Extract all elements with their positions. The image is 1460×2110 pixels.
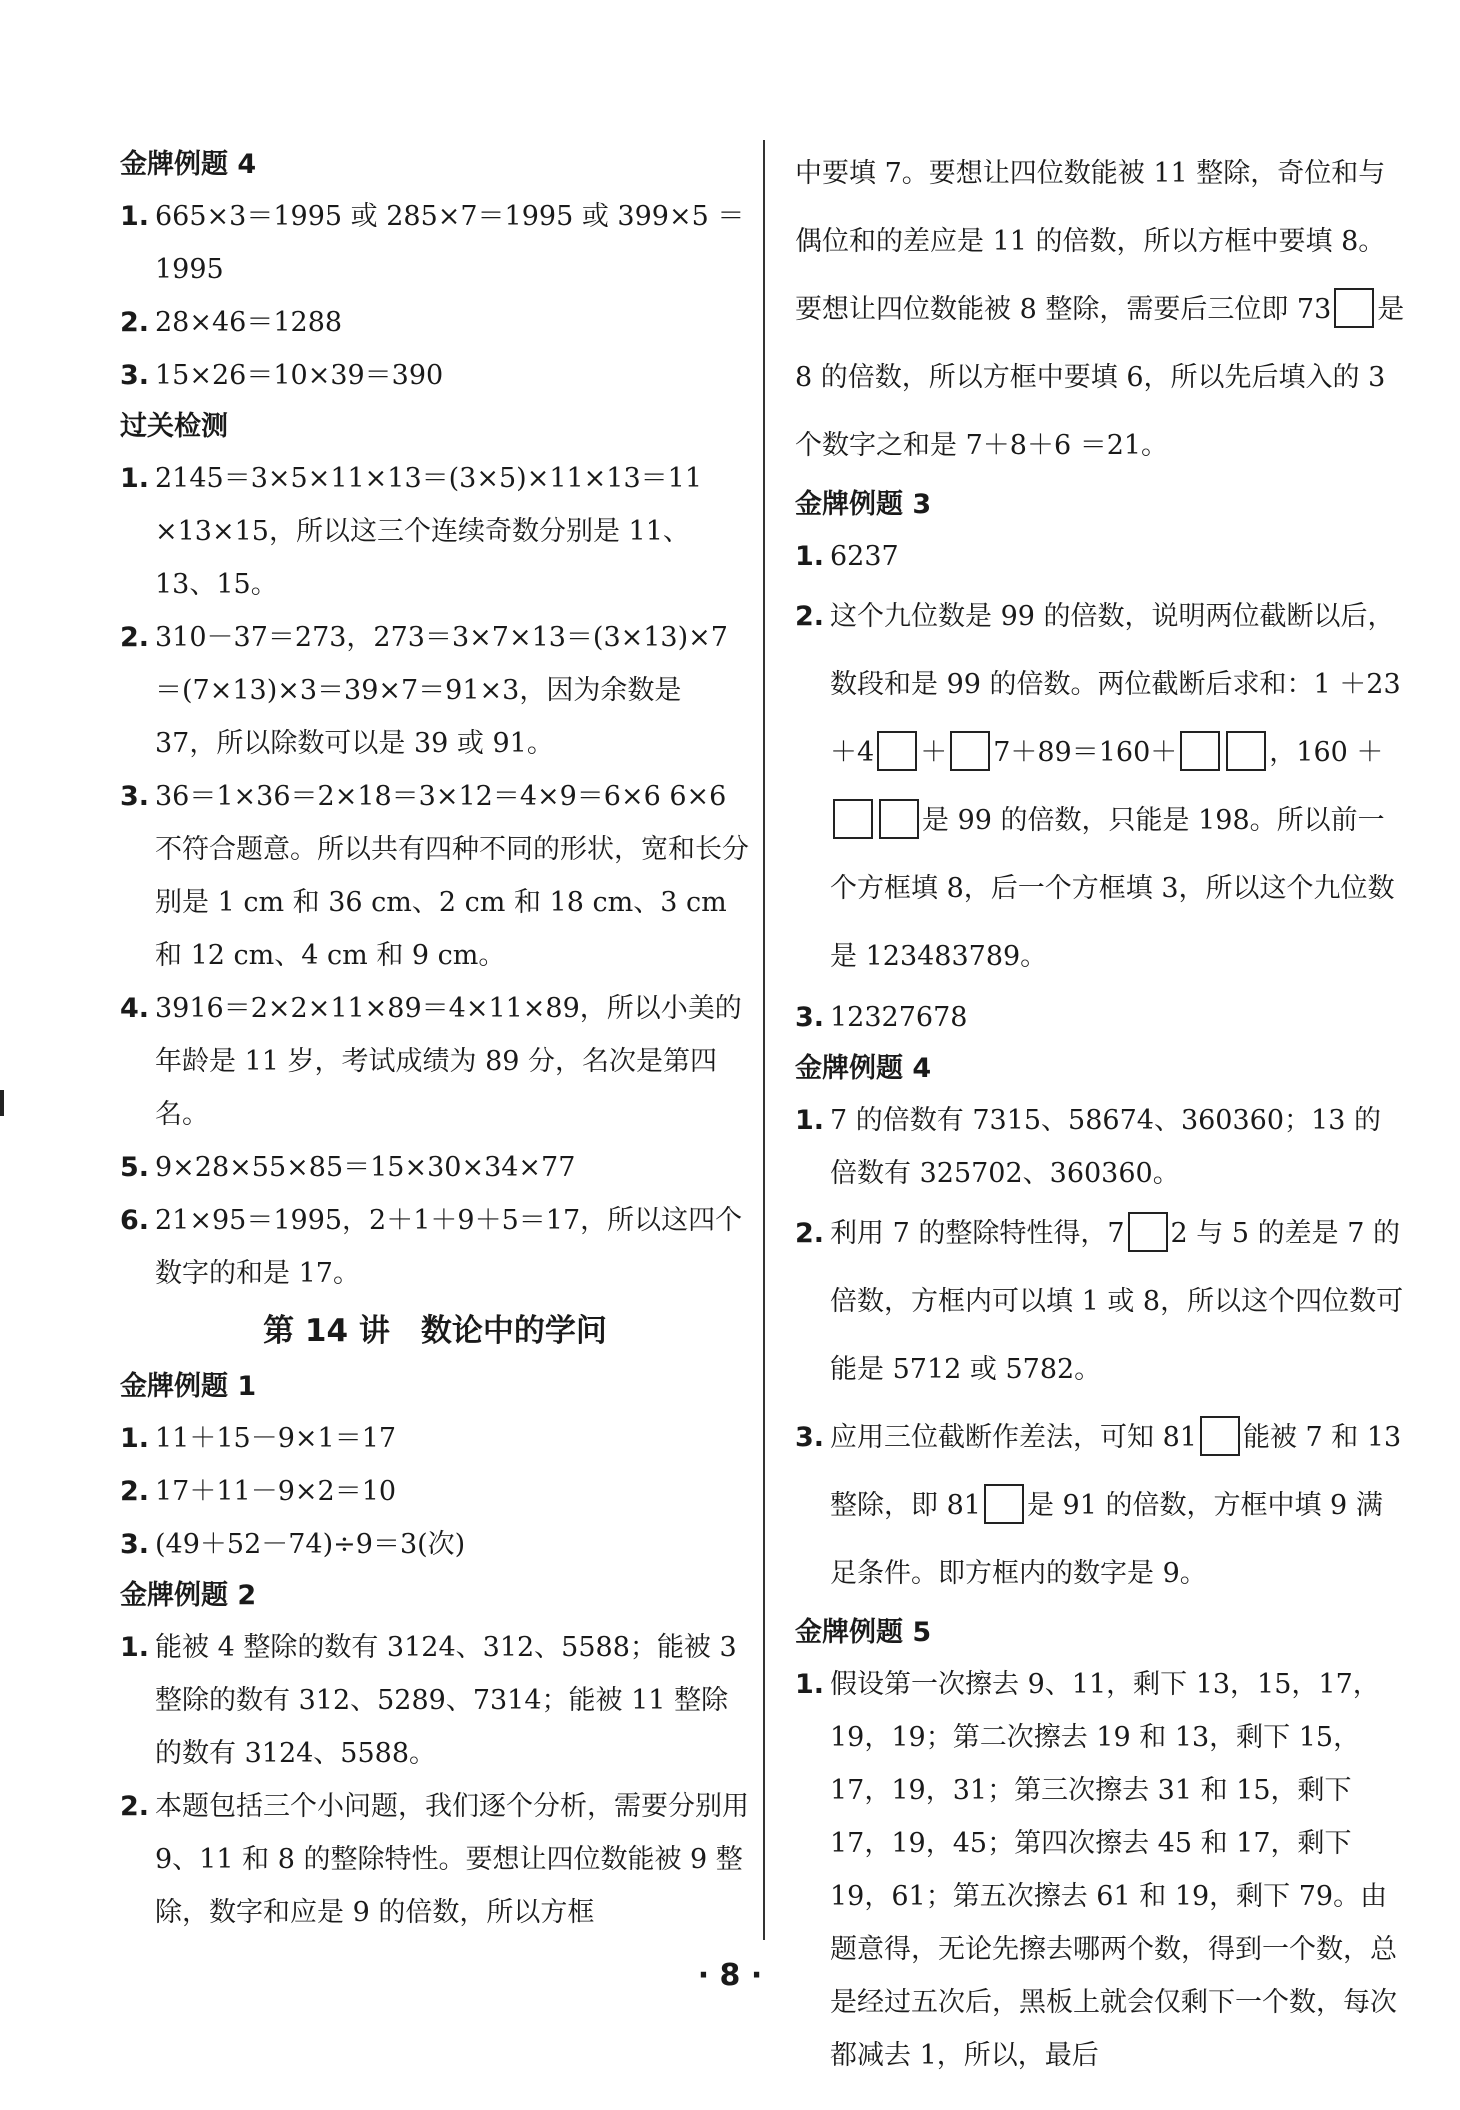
page-number: · 8 · [697, 1958, 763, 1993]
section-heading: 金牌例题 3 [795, 489, 932, 520]
item-text: 21×95＝1995，2＋1＋9＋5＝17，所以这四个数字的和是 17。 [155, 1205, 743, 1289]
answer-item [120, 1141, 750, 1194]
answer-item [795, 1658, 1405, 2082]
item-text: 11＋15－9×1＝17 [155, 1423, 397, 1454]
section-heading: 金牌例题 5 [795, 1617, 932, 1648]
item-text: 36＝1×36＝2×18＝3×12＝4×9＝6×6 6×6 不符合题意。所以共有四种不同的形状，宽和长分别是 1 cm 和 36 cm、2 cm 和 18 cm、3 cm 和 12 cm、4 cm 和 9 cm。 [155, 781, 749, 971]
item-text: 28×46＝1288 [155, 307, 343, 338]
section-heading: 金牌例题 1 [120, 1371, 257, 1402]
section-heading: 金牌例题 4 [120, 149, 257, 180]
item-number: 2. [120, 622, 150, 653]
item-number: 6. [120, 1205, 150, 1236]
section-heading: 金牌例题 4 [795, 1053, 932, 1084]
blank-box [879, 799, 919, 839]
text-segment: 是 91 的倍数，方框中填 9 满足条件。即方框内的数字是 9。 [830, 1490, 1383, 1589]
item-text: 12327678 [830, 1002, 968, 1033]
item-text: 3916＝2×2×11×89＝4×11×89，所以小美的年龄是 11 岁，考试成绩为 89 分，名次是第四名。 [155, 993, 742, 1130]
item-number: 1. [795, 1669, 825, 1700]
item-text: 15×26＝10×39＝390 [155, 360, 444, 391]
text-segment: 是 8 的倍数，所以方框中要填 6，所以先后填入的 3 个数字之和是 7＋8＋6 ＝21。 [795, 294, 1405, 461]
item-number: 5. [120, 1152, 150, 1183]
chapter-title: 第 14 讲 数论中的学问 [263, 1313, 607, 1349]
answer-item [795, 1404, 1405, 1608]
item-text: 665×3＝1995 或 285×7＝1995 或 399×5 ＝1995 [155, 201, 745, 285]
answer-item [120, 770, 750, 982]
blank-box [1334, 288, 1374, 328]
answer-item [120, 611, 750, 770]
item-text: 17＋11－9×2＝10 [155, 1476, 397, 1507]
answer-item [120, 1621, 750, 1780]
item-text: 2145＝3×5×11×13＝(3×5)×11×13＝11 ×13×15，所以这三个连续奇数分别是 11、13、15。 [155, 463, 703, 600]
blank-box [1180, 731, 1220, 771]
item-text: 能被 4 整除的数有 3124、312、5588；能被 3 整除的数有 312、5289、7314；能被 11 整除的数有 3124、5588。 [155, 1632, 737, 1769]
blank-box [1128, 1212, 1168, 1252]
item-text: 310－37＝273，273＝3×7×13＝(3×13)×7 ＝(7×13)×3＝39×7＝91×3，因为余数是 37，所以除数可以是 39 或 91。 [155, 622, 728, 759]
blank-box [877, 731, 917, 771]
item-text: 6237 [830, 541, 899, 572]
blank-box [1226, 731, 1266, 771]
text-segment: 2 与 5 的差是 7 的倍数，方框内可以填 1 或 8，所以这个四位数可能是 5712 或 5782。 [830, 1218, 1404, 1385]
text-segment: 应用三位截断作差法，可知 81 [830, 1422, 1197, 1453]
continued-text [795, 140, 1405, 480]
text-segment: 中要填 7。要想让四位数能被 11 整除，奇位和与偶位和的差应是 11 的倍数，所以方框中要填 8。要想让四位数能被 8 整除，需要后三位即 73 [795, 158, 1386, 325]
left-column [120, 140, 750, 1939]
item-number: 1. [120, 1632, 150, 1663]
item-text: 7 的倍数有 7315、58674、360360；13 的倍数有 325702、360360。 [830, 1105, 1381, 1189]
item-number: 4. [120, 993, 150, 1024]
answer-item [120, 1780, 750, 1939]
right-column [795, 140, 1405, 2082]
text-segment: 是 99 的倍数，只能是 198。所以前一个方框填 8，后一个方框填 3，所以这个九位数是 123483789。 [830, 805, 1395, 972]
item-number: 2. [795, 601, 825, 632]
margin-mark [0, 1090, 4, 1116]
item-number: 1. [120, 463, 150, 494]
text-segment: 7＋89＝160＋ [993, 737, 1178, 768]
item-number: 3. [120, 781, 150, 812]
answer-item [795, 991, 1405, 1044]
answer-item [120, 452, 750, 611]
column-divider [763, 140, 765, 1940]
item-number: 2. [120, 307, 150, 338]
item-number: 1. [120, 1423, 150, 1454]
item-number: 1. [120, 201, 150, 232]
item-number: 1. [795, 1105, 825, 1136]
answer-item [795, 530, 1405, 583]
blank-box [833, 799, 873, 839]
item-text: 本题包括三个小问题，我们逐个分析，需要分别用 9、11 和 8 的整除特性。要想让四位数能被 9 整除，数字和应是 9 的倍数，所以方框 [155, 1791, 749, 1928]
item-number: 2. [120, 1791, 150, 1822]
answer-item [120, 1412, 750, 1465]
text-segment: ，160 ＋ [1269, 737, 1384, 768]
answer-item [795, 583, 1405, 991]
answer-item [120, 1518, 750, 1571]
item-text: 假设第一次擦去 9、11，剩下 13，15，17，19，19；第二次擦去 19 和 13，剩下 15，17，19，31；第三次擦去 31 和 15，剩下 17，19，45；第四次擦去 45 和 17，剩下 19，61；第五次擦去 61 和 19，剩下 79。由题意得，无论先擦去哪两个数，得到一个数，总是经过五次后，黑板上就会仅剩下一个数，每次都减去 1，所以，最后 [830, 1669, 1397, 2071]
item-text: 9×28×55×85＝15×30×34×77 [155, 1152, 576, 1183]
answer-item [120, 1465, 750, 1518]
text-segment: 这个九位数是 99 的倍数，说明两位截断以后，数段和是 99 的倍数。两位截断后求和：1 ＋23＋4 [830, 601, 1401, 768]
item-number: 3. [795, 1422, 825, 1453]
answer-item [795, 1200, 1405, 1404]
item-number: 2. [795, 1218, 825, 1249]
text-segment: ＋ [920, 737, 948, 768]
answer-item [120, 1194, 750, 1300]
item-number: 3. [120, 360, 150, 391]
answer-item [120, 296, 750, 349]
blank-box [984, 1484, 1024, 1524]
section-heading: 过关检测 [120, 411, 228, 442]
answer-item [120, 982, 750, 1141]
text-segment: 利用 7 的整除特性得，7 [830, 1218, 1125, 1249]
answer-item [795, 1094, 1405, 1200]
item-text: (49＋52－74)÷9＝3(次) [155, 1529, 466, 1560]
item-number: 1. [795, 541, 825, 572]
answer-item [120, 349, 750, 402]
text-segment: 能被 7 和 13 整除，即 81 [830, 1422, 1402, 1521]
item-number: 3. [795, 1002, 825, 1033]
answer-item [120, 190, 750, 296]
section-heading: 金牌例题 2 [120, 1580, 257, 1611]
blank-box [1200, 1416, 1240, 1456]
item-number: 2. [120, 1476, 150, 1507]
item-number: 3. [120, 1529, 150, 1560]
blank-box [950, 731, 990, 771]
